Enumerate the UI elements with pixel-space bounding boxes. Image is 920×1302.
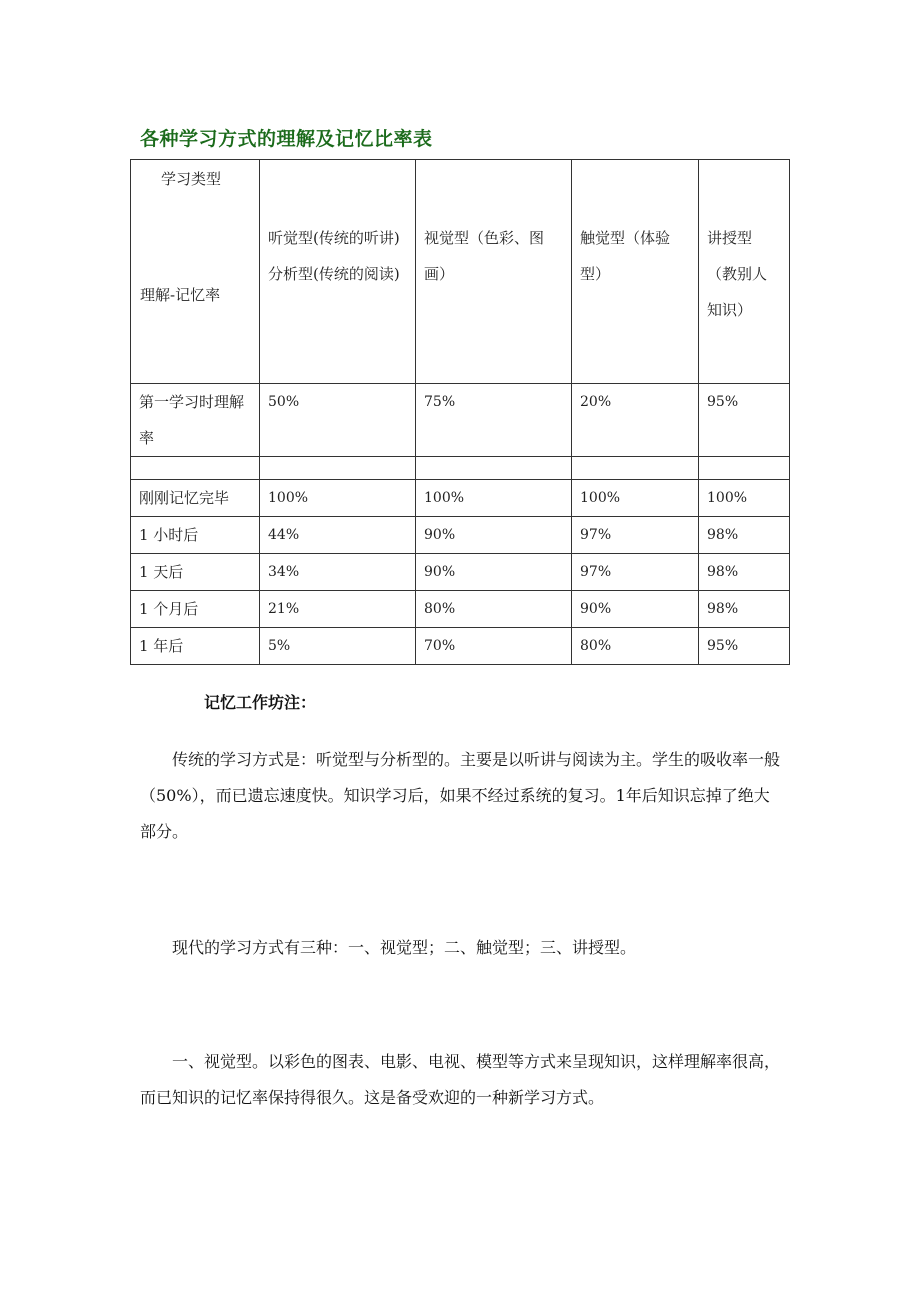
paragraph-visual: 一、视觉型。以彩色的图表、电影、电视、模型等方式来呈现知识，这样理解率很高，而已知识的记忆率保持得很久。这是备受欢迎的一种新学习方式。 <box>140 1052 781 1107</box>
column-header-line2: 分析型(传统的阅读) <box>268 265 400 283</box>
table-cell: 44% <box>260 517 416 554</box>
table-cell: 97% <box>572 554 699 591</box>
column-header-teaching <box>699 160 790 384</box>
table-cell: 100% <box>416 480 572 517</box>
table-cell: 100% <box>572 480 699 517</box>
table-row <box>131 517 790 554</box>
column-header-line1: 听觉型(传统的听讲) <box>268 229 400 247</box>
table-cell: 80% <box>572 628 699 665</box>
column-header-line1: 讲授型（教别人知识） <box>707 229 768 319</box>
row-label: 刚刚记忆完毕 <box>131 480 260 517</box>
table-cell: 90% <box>416 517 572 554</box>
table-cell: 98% <box>699 554 790 591</box>
paragraph-modern: 现代的学习方式有三种：一、视觉型；二、触觉型；三、讲授型。 <box>172 938 637 957</box>
corner-header-cell <box>131 160 260 384</box>
table-cell: 97% <box>572 517 699 554</box>
table-row <box>131 384 790 457</box>
table-cell: 100% <box>260 480 416 517</box>
memory-rate-table <box>130 159 790 665</box>
paragraph-traditional: 传统的学习方式是：听觉型与分析型的。主要是以听讲与阅读为主。学生的吸收率一般（50%），而已遗忘速度快。知识学习后，如果不经过系统的复习。1年后知识忘掉了绝大部分。 <box>140 750 781 841</box>
table-cell: 90% <box>572 591 699 628</box>
row-label: 1 年后 <box>131 628 260 665</box>
table-cell: 95% <box>699 384 790 457</box>
column-header-line1: 触觉型（体验型） <box>580 229 671 283</box>
table-cell: 20% <box>572 384 699 457</box>
row-label: 1 个月后 <box>131 591 260 628</box>
table-cell: 5% <box>260 628 416 665</box>
table-cell: 70% <box>416 628 572 665</box>
table-cell: 95% <box>699 628 790 665</box>
corner-top-label: 学习类型 <box>161 170 222 188</box>
empty-row <box>131 457 790 480</box>
table-cell: 90% <box>416 554 572 591</box>
table-cell: 21% <box>260 591 416 628</box>
row-label: 第一学习时理解率 <box>131 384 260 457</box>
table-cell: 75% <box>416 384 572 457</box>
row-label: 1 小时后 <box>131 517 260 554</box>
table-cell: 98% <box>699 591 790 628</box>
row-label: 1 天后 <box>131 554 260 591</box>
column-header-line1: 视觉型（色彩、图画） <box>424 229 545 283</box>
table-cell: 50% <box>260 384 416 457</box>
table-cell: 80% <box>416 591 572 628</box>
column-header-visual <box>416 160 572 384</box>
table-row <box>131 554 790 591</box>
column-header-tactile <box>572 160 699 384</box>
notes-heading: 记忆工作坊注： <box>204 693 317 712</box>
table-cell: 34% <box>260 554 416 591</box>
table-cell: 100% <box>699 480 790 517</box>
table-header-row <box>131 160 790 384</box>
corner-bottom-label: 理解-记忆率 <box>140 286 221 304</box>
table-row <box>131 628 790 665</box>
page-title: 各种学习方式的理解及记忆比率表 <box>140 128 433 150</box>
column-header-auditory <box>260 160 416 384</box>
table-row <box>131 480 790 517</box>
table-cell: 98% <box>699 517 790 554</box>
table-row <box>131 591 790 628</box>
